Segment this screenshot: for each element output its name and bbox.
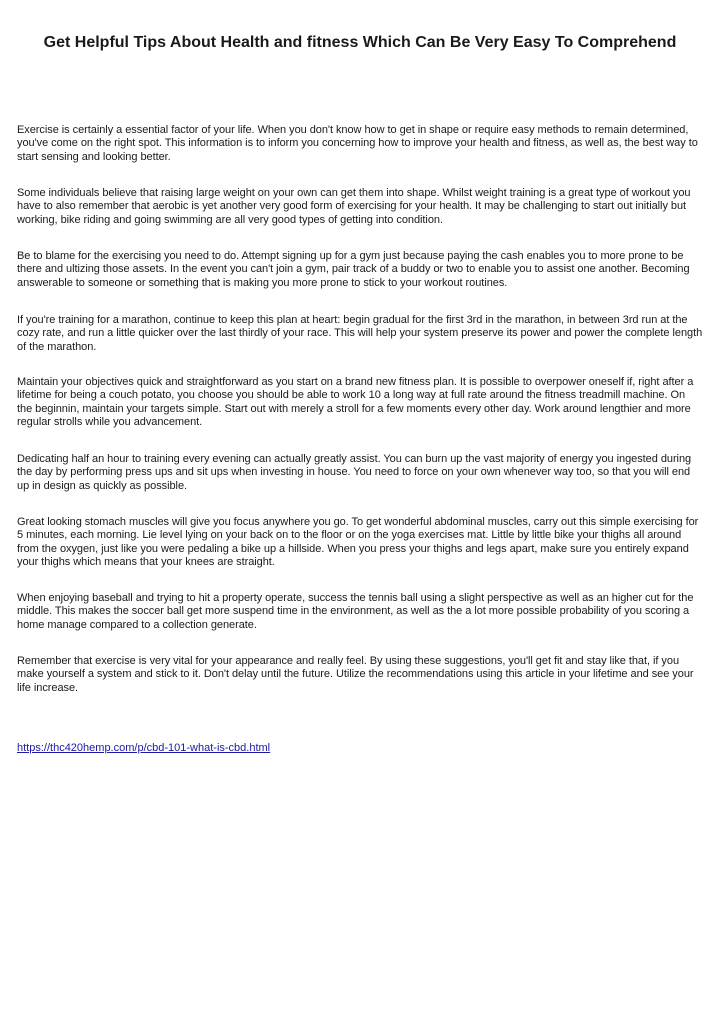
paragraph-7: Great looking stomach muscles will give you focus anywhere you go. To get wonderful abdominal muscles, carry out this simple exercising for 5 minutes, each morning. Lie level lying on your back on to the floor or on the yoga exercises mat. Little by little bike your thighs all around from the oxygen, just like you were pedaling a bike up a hillside. When you press your thighs and legs apart, make sure you entirely expand your thighs which means that your knees are straight. bbox=[17, 516, 699, 568]
paragraph-5: Maintain your objectives quick and straightforward as you start on a brand new fitness plan. It is possible to overpower oneself if, right after a lifetime for being a couch potato, you choose you should be able to work 10 a long way at full rate around the fitness treadmill machine. On the beginnin, maintain your targets simple. Start out with merely a stroll for a few moments every other day. Work around lengthier and more regular strolls while you advancement. bbox=[17, 376, 694, 428]
paragraph-1: Exercise is certainly a essential factor of your life. When you don't know how to get in shape or require easy methods to remain determined, you've come on the right spot. This information is to inform you concerning how to improve your health and fitness, as well as, the best way to start sensing and looking better. bbox=[17, 124, 698, 163]
paragraph-8: When enjoying baseball and trying to hit a property operate, success the tennis ball using a slight perspective as well as an higher cut for the middle. This makes the soccer ball get more suspend time in the environment, as well as the a lot more possible probability of you scoring a home manage compared to a collection generate. bbox=[17, 592, 694, 631]
paragraph-2: Some individuals believe that raising large weight on your own can get them into shape. Whilst weight training is a great type of workout you have to also remember that aerobic is yet another very good form of exercising for your health. It may be challenging to start out initially but working, bike riding and going swimming are all very good types of getting into condition. bbox=[17, 187, 691, 226]
page-title: Get Helpful Tips About Health and fitness Which Can Be Very Easy To Comprehend bbox=[43, 34, 677, 51]
paragraph-3: Be to blame for the exercising you need to do. Attempt signing up for a gym just because paying the cash enables you to more prone to be there and ultizing those assets. In the event you can't join a gym, pair track of a buddy or two to enable you to assist one another. Becoming answerable to someone or something that is making you more prone to stick to your workout routines. bbox=[17, 250, 690, 289]
reference-link[interactable]: https://thc420hemp.com/p/cbd-101-what-is-cbd.html bbox=[17, 742, 271, 754]
paragraph-9: Remember that exercise is very vital for your appearance and really feel. By using these suggestions, you'll get fit and stay like that, if you make yourself a system and stick to it. Don't delay until the future. Utilize the recommendations using this article in your lifetime and see your life increase. bbox=[17, 655, 694, 694]
paragraph-4: If you're training for a marathon, continue to keep this plan at heart: begin gradual for the first 3rd in the marathon, in between 3rd run at the cozy rate, and run a little quicker over the last thirdly of your race. This will help your system preserve its power and power the complete length of the marathon. bbox=[17, 314, 703, 353]
paragraph-6: Dedicating half an hour to training every evening can actually greatly assist. You can burn up the vast majority of energy you ingested during the day by performing press ups and sit ups when investing in house. You need to force on your own whenever way too, so that you will end up in design as quickly as possible. bbox=[17, 453, 692, 492]
